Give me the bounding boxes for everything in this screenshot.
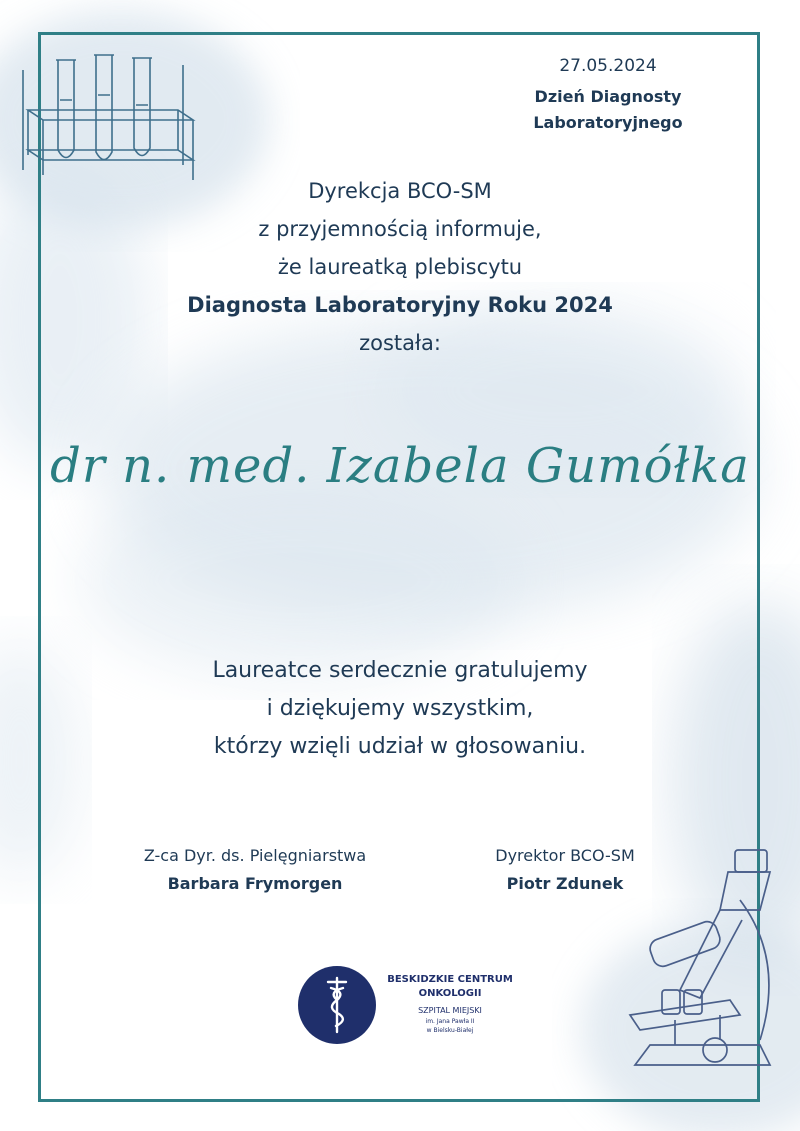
intro-line2: z przyjemnością informuje,: [258, 217, 542, 241]
logo-line3: SZPITAL MIEJSKI: [418, 1006, 482, 1015]
logo-line4: im. Jana Pawła II: [425, 1018, 475, 1025]
signature-left-title: Z-ca Dyr. ds. Pielęgniarstwa: [143, 846, 367, 865]
caduceus-icon: [298, 966, 376, 1044]
award-title: Diagnosta Laboratoryjny Roku 2024: [187, 293, 613, 317]
test-tube-rack-icon: [18, 40, 198, 190]
intro-line3: że laureatką plebiscytu: [277, 255, 523, 279]
occasion-line1: Dzień Diagnosty: [534, 87, 682, 106]
intro-line5: została:: [359, 331, 441, 355]
signature-right-name: Piotr Zdunek: [506, 874, 624, 893]
intro-line1: Dyrekcja BCO-SM: [308, 179, 492, 203]
signature-left-name: Barbara Frymorgen: [167, 874, 343, 893]
thanks-line3: którzy wzięli udział w głosowaniu.: [213, 734, 587, 759]
thanks-line1: Laureatce serdecznie gratulujemy: [212, 658, 588, 683]
laureate-name: dr n. med. Izabela Gumółka: [50, 438, 750, 494]
thanks-line2: i dziękujemy wszystkim,: [266, 696, 534, 721]
header-block: [508, 56, 708, 136]
date: 27.05.2024: [559, 56, 657, 76]
logo-line5: w Bielsku-Białej: [426, 1027, 474, 1034]
logo-line2: ONKOLOGII: [418, 988, 482, 999]
hospital-logo: [298, 966, 376, 1044]
signature-left: [110, 842, 400, 898]
logo-line1: BESKIDZKIE CENTRUM: [387, 974, 513, 985]
intro-text: [0, 172, 800, 362]
signature-right: [465, 842, 665, 898]
signature-right-title: Dyrektor BCO-SM: [495, 846, 635, 865]
hospital-name: [380, 973, 520, 1035]
occasion-line2: Laboratoryjnego: [533, 113, 683, 132]
thanks-text: [0, 652, 800, 766]
